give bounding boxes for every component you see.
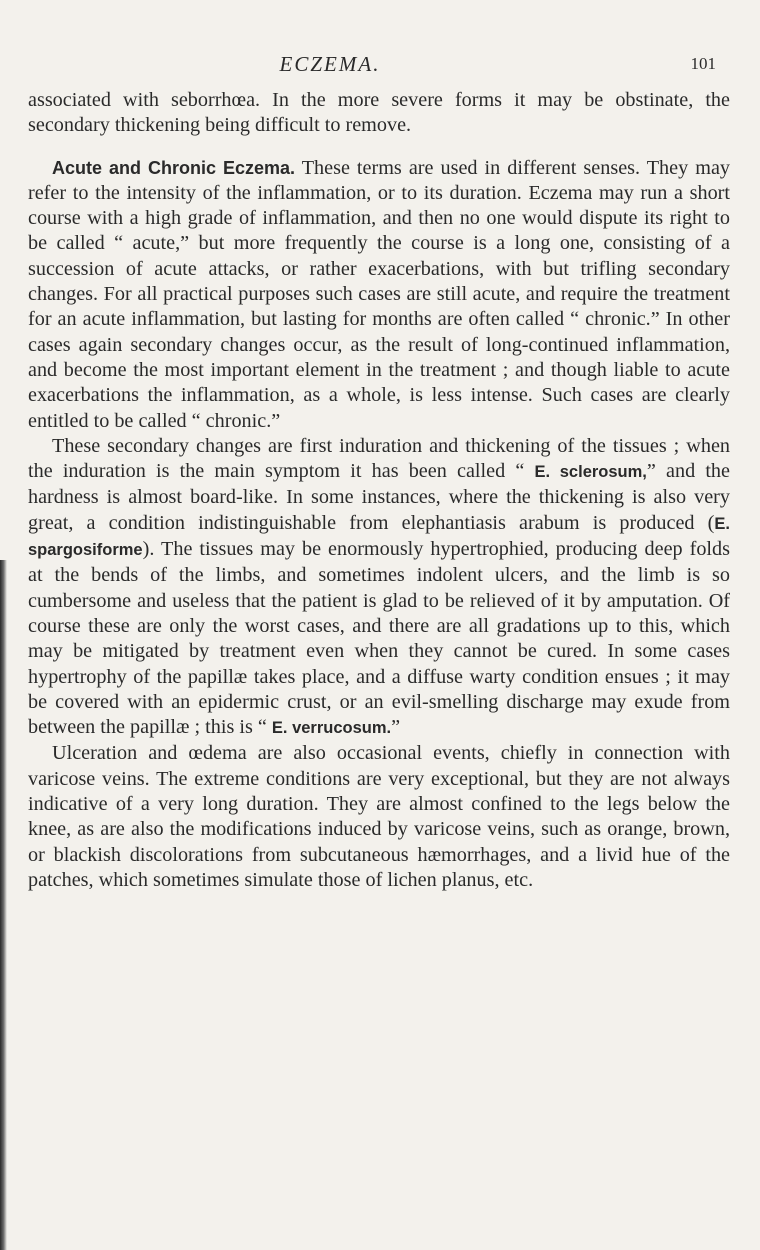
page-binding-edge [0, 560, 7, 1250]
paragraph-ulceration: Ulceration and œdema are also occasional events, chiefly in connection with varicose veins. The extreme conditions are very exceptional, but they are not always indicative of a very long duration. They are almost confined to the legs below the knee, as are also the modifications induced by varicose veins, such as orange, brown, or blackish discolorations from subcutaneous hæmorrhages, and a livid hue of the patches, which sometimes simulate those of lichen planus, etc. [28, 742, 730, 891]
paragraph-secondary-changes [28, 434, 730, 742]
paragraph-continuation: associated with seborrhœa. In the more severe forms it may be obstinate, the secondary thickening being difficult to remove. [28, 89, 730, 137]
paragraph-text: These terms are used in different senses. They may refer to the intensity of the inflammation, or to its duration. Eczema may run a short course with a high grade of inflammation, and then no one would dispute its right to be called “ acute,” but more frequently the course is a long one, consisting of a succession of acute attacks, or rather exacerbations, with but trifling secondary changes. For all practical purposes such cases are still acute, and require the treatment for an acute inflammation, but lasting for months are often called “ chronic.” In other cases again secondary changes occur, as the result of long-continued inflammation, and become the most important element in the treatment ; and though liable to acute exacerbations the inflammation, as a whole, is less intense. Such cases are clearly entitled to be called “ chronic.” [28, 156, 731, 432]
page-number: 101 [690, 54, 716, 73]
paragraph-text: ). The tissues may be enormously hypertrophied, producing deep folds at the bends of the limbs, and sometimes indolent ulcers, and the limb is so cumbersome and useless that the patient is glad to be relieved of it by amputation. Of course these are only the worst cases, and there are all gradations up to this, which may be mitigated by treatment even when they cannot be cured. In some cases hypertrophy of the papillæ takes place, and a diffuse warty condition ensues ; it may be covered with an epidermic crust, or an evil-smelling discharge may exude from between the papillæ ; this is “ [28, 538, 730, 739]
section-heading: Acute and Chronic Eczema. [52, 157, 296, 178]
paragraph-acute-chronic [28, 156, 730, 434]
paragraph-text: ” [391, 716, 401, 739]
term-verrucosum: E. verrucosum. [271, 719, 392, 738]
page-header [0, 52, 760, 80]
body-text [28, 88, 730, 893]
running-title: ECZEMA. [279, 52, 381, 76]
term-spargosiforme: E. spargosiforme [28, 514, 730, 560]
paragraph-text: These secondary changes are first induration and thickening of the tissues ; when the induration is the main symptom it has been called “ [28, 434, 730, 483]
paragraph-text: ” and the hardness is almost board-like. In some instances, where the thickening is also very great, a condition indistinguishable from elephantiasis arabum is produced ( [28, 460, 730, 534]
term-sclerosum: E. sclerosum, [534, 463, 647, 482]
